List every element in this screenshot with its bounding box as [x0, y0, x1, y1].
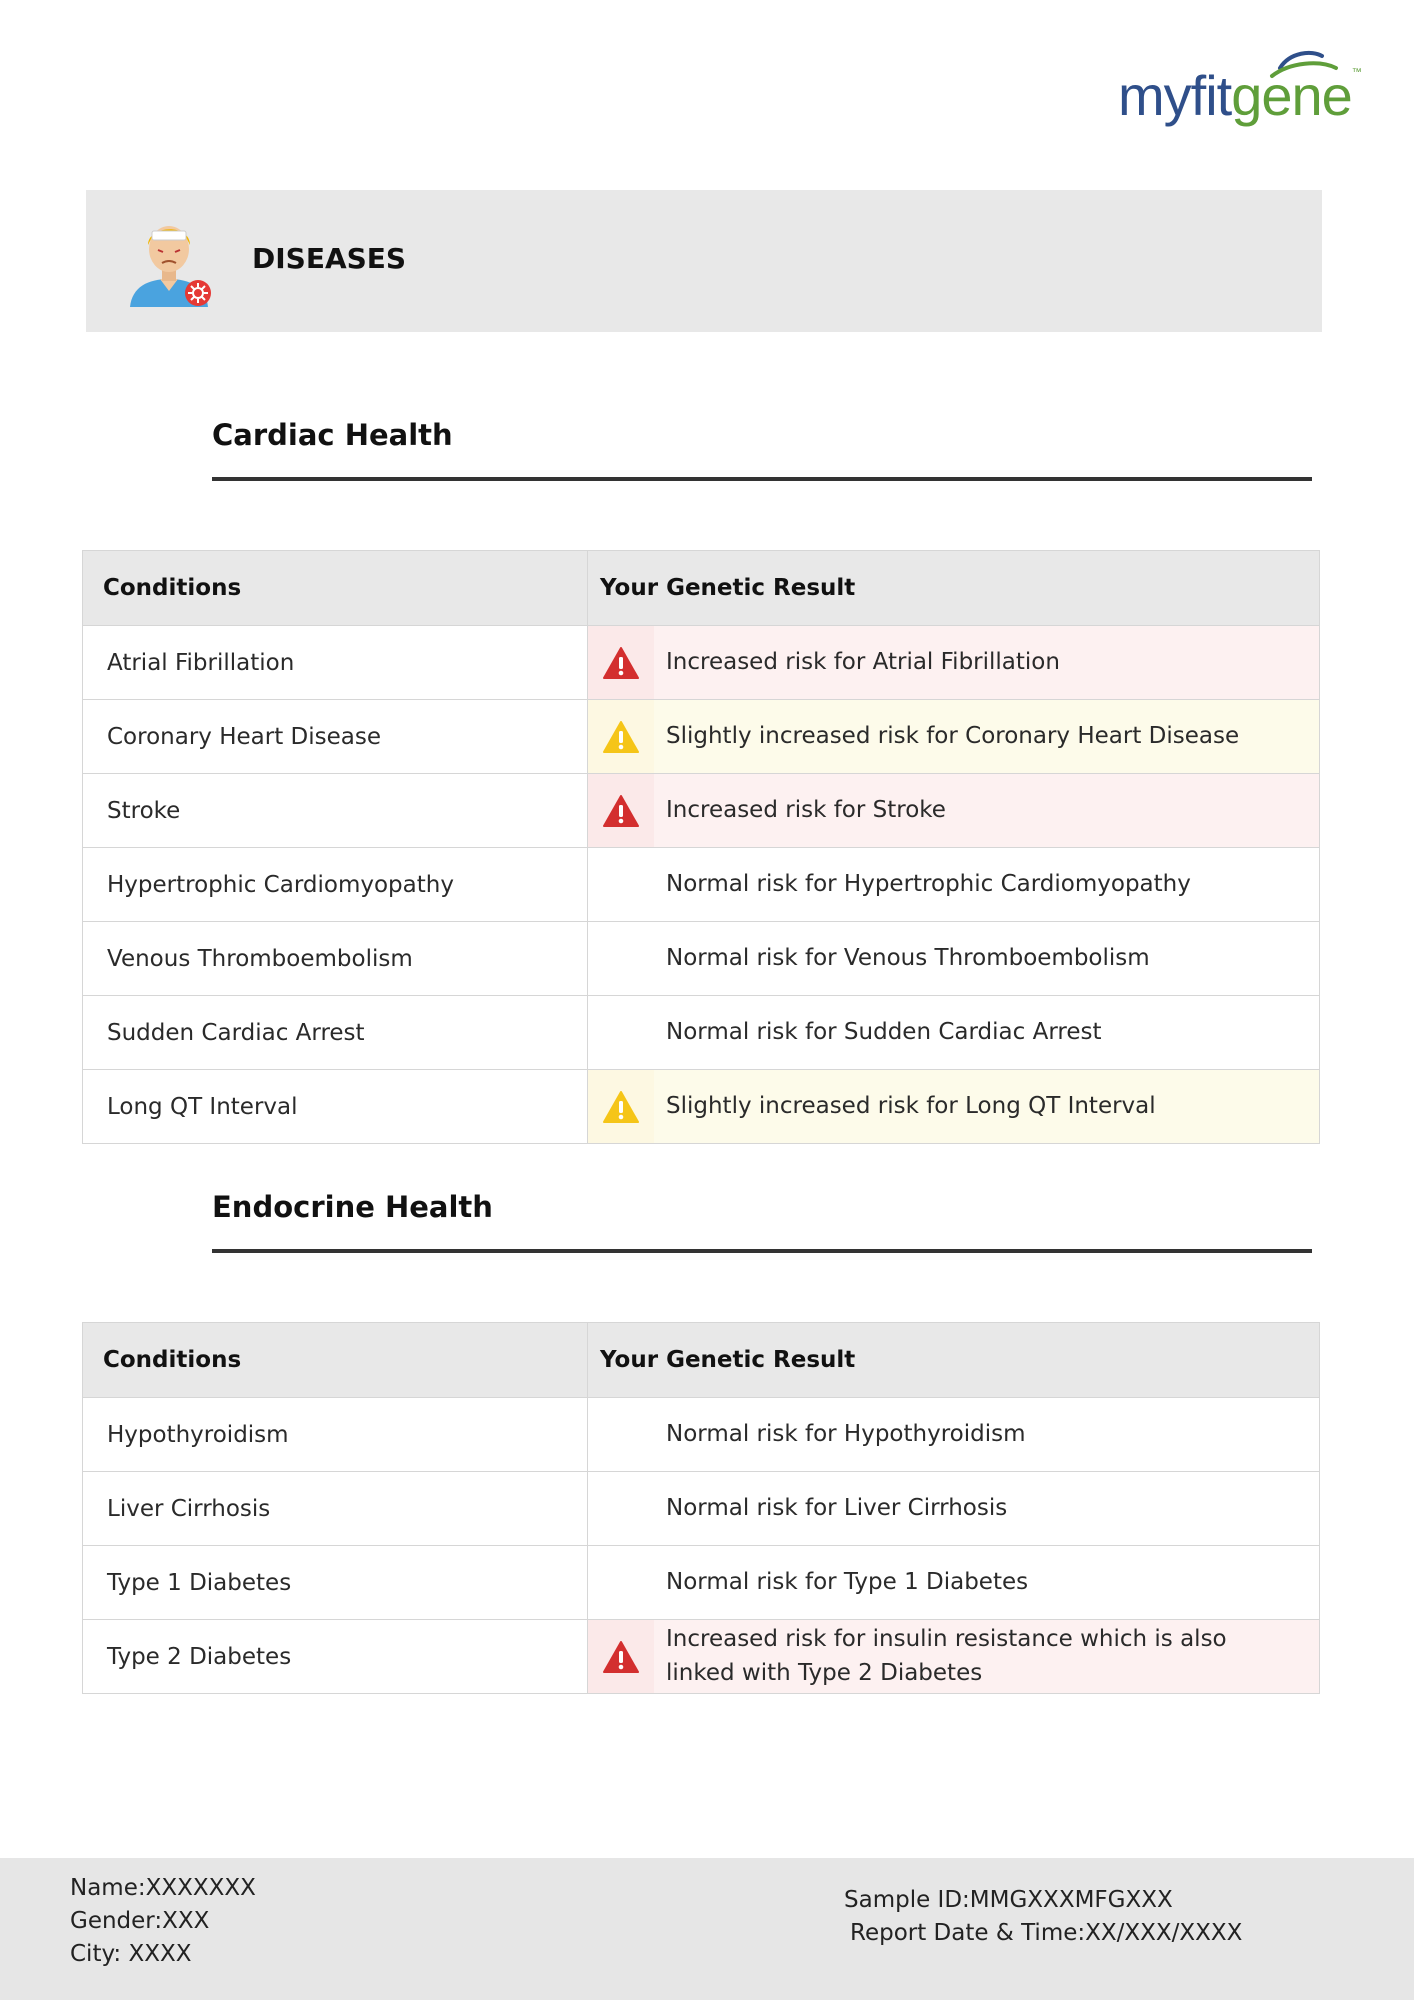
table-header [83, 551, 1319, 626]
condition-name: Liver Cirrhosis [83, 1472, 588, 1545]
risk-indicator [588, 1398, 654, 1471]
report-date: Report Date & Time:XX/XXX/XXXX [850, 1920, 1243, 1946]
genetic-result: Increased risk for insulin resistance which is also linked with Type 2 Diabetes [654, 1620, 1319, 1693]
condition-name: Type 2 Diabetes [83, 1620, 588, 1693]
header-conditions: Conditions [83, 1323, 588, 1397]
condition-name: Hypertrophic Cardiomyopathy [83, 848, 588, 921]
section-title-endocrine: Endocrine Health [212, 1190, 493, 1224]
table-row [83, 774, 1319, 848]
risk-indicator [588, 1546, 654, 1619]
high-risk-warning-icon [602, 646, 640, 680]
risk-indicator [588, 774, 654, 847]
condition-name: Venous Thromboembolism [83, 922, 588, 995]
condition-name: Atrial Fibrillation [83, 626, 588, 699]
condition-name: Coronary Heart Disease [83, 700, 588, 773]
table-row [83, 848, 1319, 922]
banner-title: DISEASES [252, 242, 407, 275]
genetic-result: Normal risk for Hypothyroidism [666, 1420, 1026, 1447]
genetic-result: Normal risk for Type 1 Diabetes [666, 1568, 1029, 1595]
risk-indicator [588, 626, 654, 699]
genetic-result: Normal risk for Venous Thromboembolism [666, 944, 1150, 971]
genetic-result: Normal risk for Sudden Cardiac Arrest [666, 1018, 1102, 1045]
condition-name: Long QT Interval [83, 1070, 588, 1143]
sick-person-icon [122, 215, 217, 310]
table-row [83, 996, 1319, 1070]
patient-info [70, 1872, 256, 1971]
header-result: Your Genetic Result [600, 575, 856, 601]
genetic-result: Slightly increased risk for Coronary Heart Disease [654, 700, 1319, 773]
section-banner [86, 190, 1322, 332]
genetic-result: Normal risk for Liver Cirrhosis [666, 1494, 1008, 1521]
high-risk-warning-icon [602, 794, 640, 828]
header-result: Your Genetic Result [600, 1347, 856, 1373]
moderate-risk-warning-icon [602, 720, 640, 754]
report-info [844, 1884, 1242, 1950]
section-title-cardiac: Cardiac Health [212, 418, 453, 452]
moderate-risk-warning-icon [602, 1090, 640, 1124]
patient-name: Name:XXXXXXX [70, 1875, 256, 1901]
table-row [83, 700, 1319, 774]
genetic-result: Increased risk for Atrial Fibrillation [654, 626, 1319, 699]
risk-indicator [588, 1472, 654, 1545]
results-table-cardiac [82, 550, 1320, 1144]
condition-name: Stroke [83, 774, 588, 847]
patient-city: City: XXXX [70, 1941, 192, 1967]
section-divider [212, 477, 1312, 481]
table-row [83, 1546, 1319, 1620]
condition-name: Hypothyroidism [83, 1398, 588, 1471]
risk-indicator [588, 1620, 654, 1693]
risk-indicator [588, 996, 654, 1069]
genetic-result: Normal risk for Hypertrophic Cardiomyopathy [666, 870, 1191, 897]
table-row [83, 1472, 1319, 1546]
table-row [83, 1398, 1319, 1472]
table-row [83, 922, 1319, 996]
patient-gender: Gender:XXX [70, 1908, 210, 1934]
condition-name: Type 1 Diabetes [83, 1546, 588, 1619]
header-conditions: Conditions [83, 551, 588, 625]
logo-wordmark: myfitgene™ [1118, 64, 1361, 127]
high-risk-warning-icon [602, 1640, 640, 1674]
sample-id: Sample ID:MMGXXXMFGXXX [844, 1887, 1173, 1913]
table-row [83, 1620, 1319, 1693]
brand-logo [1100, 40, 1400, 140]
report-footer [0, 1858, 1414, 2000]
risk-indicator [588, 922, 654, 995]
table-row [83, 626, 1319, 700]
results-table-endocrine [82, 1322, 1320, 1694]
table-row [83, 1070, 1319, 1143]
risk-indicator [588, 848, 654, 921]
section-divider [212, 1249, 1312, 1253]
condition-name: Sudden Cardiac Arrest [83, 996, 588, 1069]
table-header [83, 1323, 1319, 1398]
risk-indicator [588, 700, 654, 773]
risk-indicator [588, 1070, 654, 1143]
genetic-result: Slightly increased risk for Long QT Interval [654, 1070, 1319, 1143]
genetic-result: Increased risk for Stroke [654, 774, 1319, 847]
